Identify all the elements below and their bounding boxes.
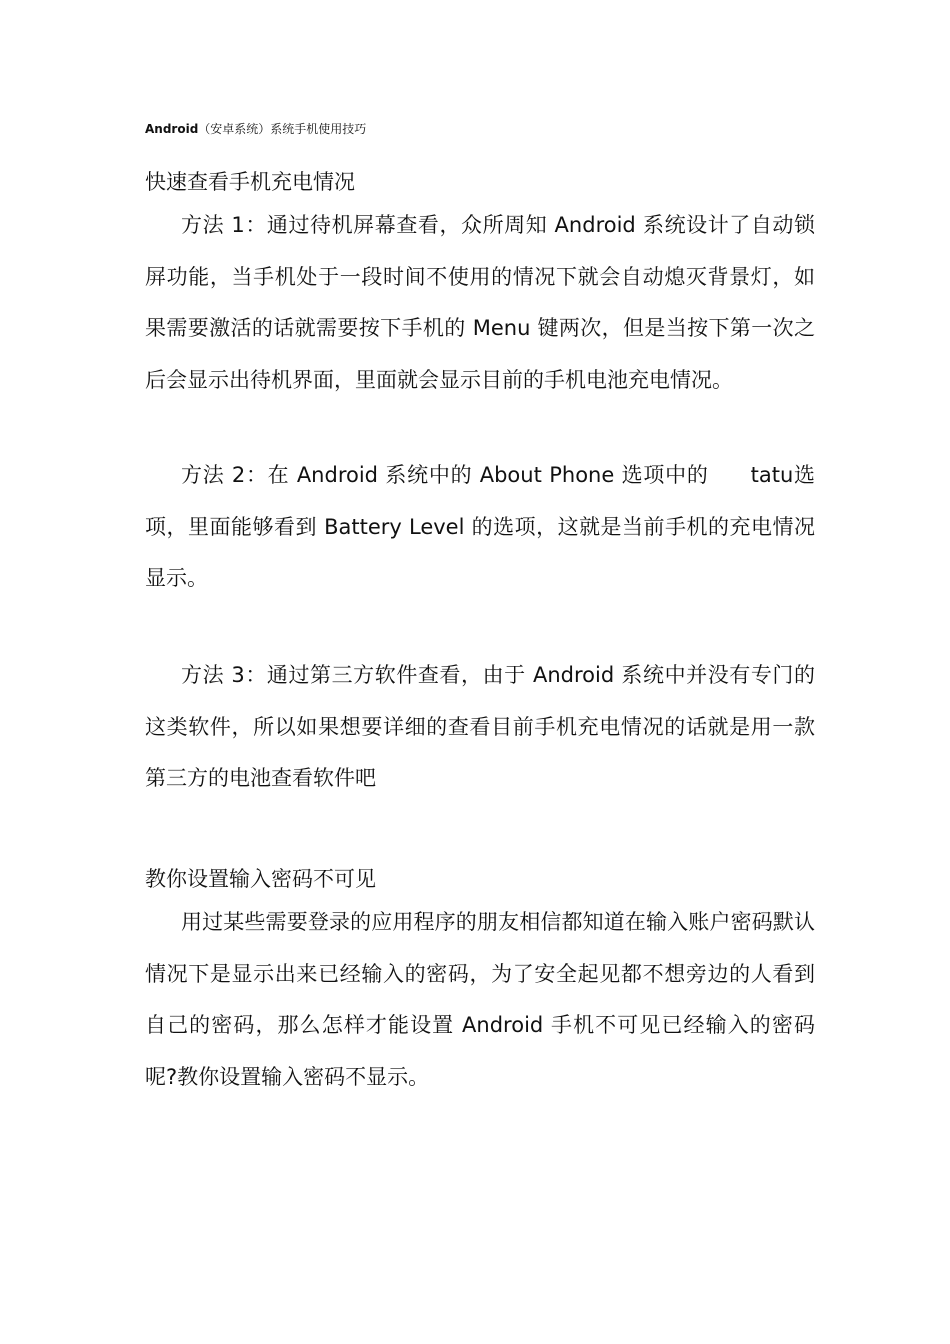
section-heading-charging: 快速查看手机充电情况 xyxy=(145,170,355,194)
header-title: （安卓系统）系统手机使用技巧 xyxy=(198,122,367,136)
method-2-text-end: tatu选项，里面能够看到 Battery Level 的选项，这就是当前手机的充电情况显示。 xyxy=(145,463,815,590)
paragraph-method-2 xyxy=(145,450,815,605)
paragraph-method-3: 方法 3：通过第三方软件查看，由于 Android 系统中并没有专门的这类软件，所以如果想要详细的查看目前手机充电情况的话就是用一款第三方的电池查看软件吧 xyxy=(145,663,815,790)
section-heading-password: 教你设置输入密码不可见 xyxy=(145,867,376,891)
paragraph-password: 用过某些需要登录的应用程序的朋友相信都知道在输入账户密码默认情况下是显示出来已经输入的密码，为了安全起见都不想旁边的人看到自己的密码，那么怎样才能设置 Android 手机不可见已经输入的密码呢?教你设置输入密码不显示。 xyxy=(145,910,815,1089)
document-header xyxy=(145,120,366,138)
paragraph-method-1: 方法 1：通过待机屏幕查看，众所周知 Android 系统设计了自动锁屏功能，当手机处于一段时间不使用的情况下就会自动熄灭背景灯，如果需要激活的话就需要按下手机的 Menu 键两次，但是当按下第一次之后会显示出待机界面，里面就会显示目前的手机电池充电情况。 xyxy=(145,213,815,392)
method-2-text-start: 方法 2：在 Android 系统中的 About Phone 选项中的 xyxy=(181,463,709,487)
header-brand: Android xyxy=(145,122,199,136)
